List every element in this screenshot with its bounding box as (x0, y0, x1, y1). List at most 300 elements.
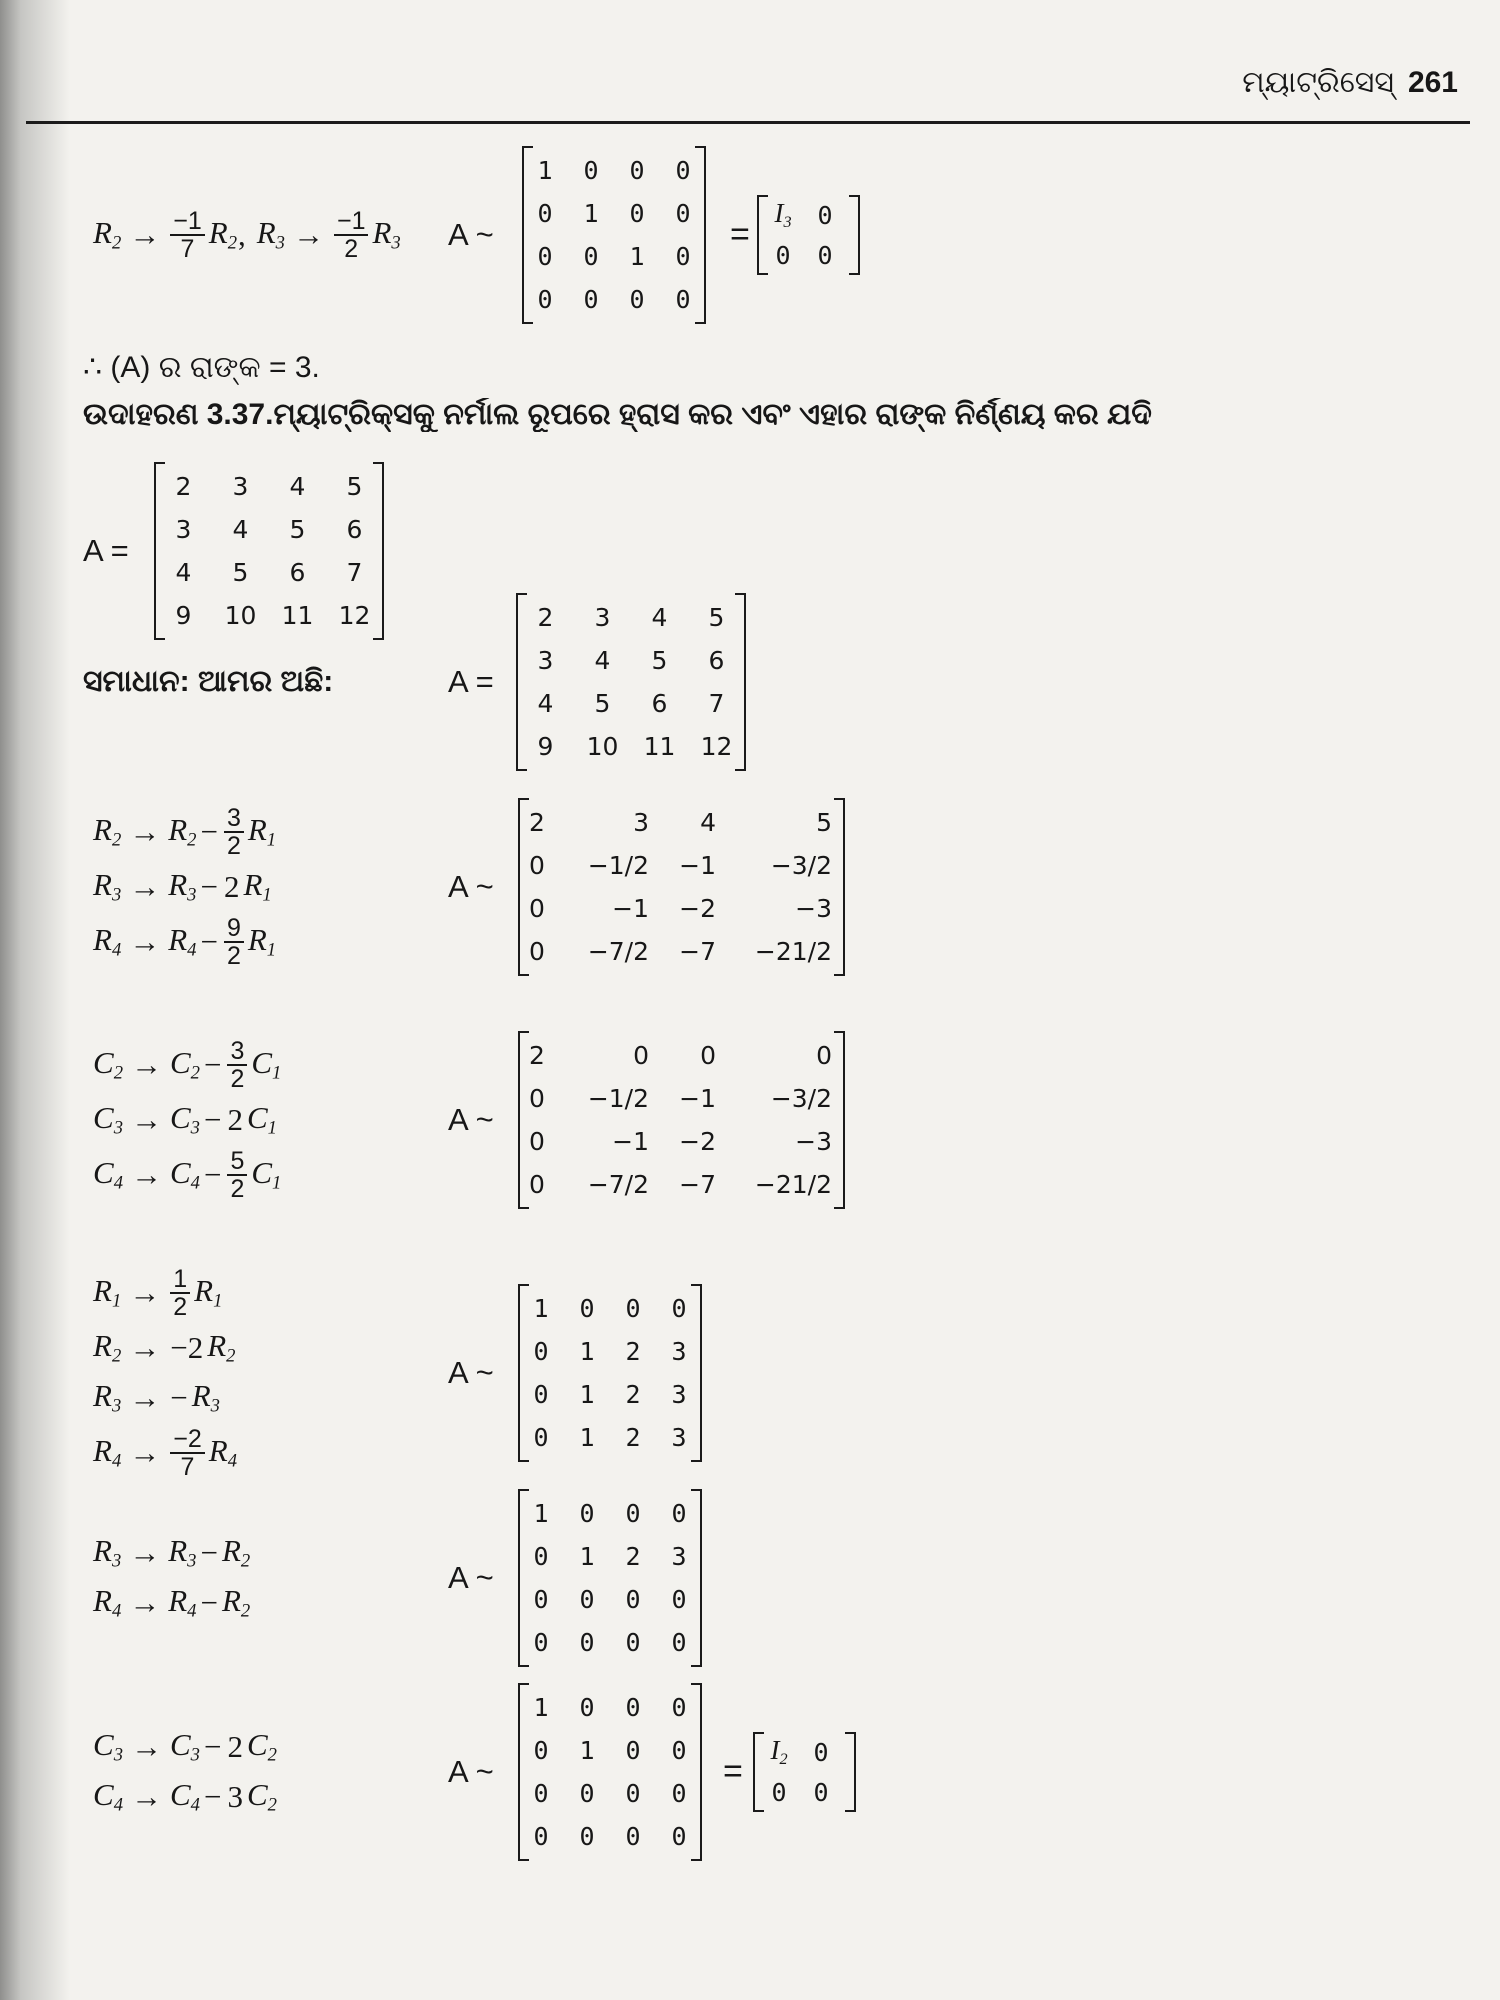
variable-subscript: 4 (111, 1600, 122, 1622)
matrix-cell: 0 (533, 1779, 549, 1808)
math-symbol: → (129, 1535, 161, 1570)
variable-name: R (93, 867, 112, 903)
math-variable (93, 1045, 123, 1085)
variable-subscript: 4 (187, 939, 197, 961)
variable-name: R (93, 1328, 112, 1364)
math-symbol: 3 (227, 1779, 243, 1814)
matrix-cell: 0 (537, 242, 553, 271)
math-variable (170, 1100, 200, 1140)
matrix-cell: 1 (533, 1693, 549, 1722)
matrix-cell: 0 (537, 285, 553, 314)
matrix-cell: 0 (629, 156, 645, 185)
fraction-numerator: 9 (224, 915, 244, 943)
fraction-denominator: 2 (230, 1175, 245, 1203)
variable-subscript: 2 (190, 1062, 200, 1084)
equivalence-label: A ~ (448, 869, 494, 904)
matrix-cell: 12 (338, 601, 371, 630)
column-operations (92, 1038, 282, 1202)
math-variable (248, 812, 276, 852)
matrix-cell: 0 (816, 1041, 832, 1070)
variable-subscript: 3 (210, 1395, 220, 1417)
math-variable (207, 1328, 235, 1368)
variable-name: C (251, 1155, 273, 1191)
fraction-numerator: 3 (224, 805, 244, 833)
fraction-denominator: 7 (180, 235, 195, 263)
matrix-cell: 0 (529, 1170, 545, 1199)
math-symbol: → (129, 217, 161, 252)
math-variable (93, 1727, 123, 1767)
matrix-cell: 0 (813, 1777, 829, 1807)
variable-name: C (169, 1777, 191, 1813)
solution-label: ସମାଧାନ: ଆମର ଅଛି: (83, 665, 334, 698)
math-symbol: − (203, 1157, 222, 1192)
variable-name: R (221, 1583, 241, 1619)
row-operations (92, 805, 277, 969)
matrix-cell (773, 198, 792, 232)
math-symbol: → (130, 1779, 162, 1814)
matrix-cell: −21/2 (754, 1170, 832, 1199)
matrix-cell: 6 (708, 646, 725, 675)
variable-subscript: 3 (275, 232, 285, 254)
matrix-cell: 5 (816, 808, 832, 837)
matrix-cell: 0 (671, 1693, 687, 1722)
variable-name: R (256, 215, 276, 251)
matrix-cell: 0 (775, 240, 791, 270)
matrix-cell: 7 (346, 558, 363, 587)
normal-form-matrix (753, 1732, 856, 1812)
variable-subscript: 2 (779, 1749, 788, 1768)
matrix-cell: 0 (625, 1693, 641, 1722)
matrix-cell: 0 (671, 1822, 687, 1851)
matrix-cell: 1 (533, 1294, 549, 1323)
math-symbol: → (129, 1435, 161, 1470)
matrix-cell: 0 (529, 851, 545, 880)
math-variable (222, 1533, 250, 1573)
matrix-cell: 0 (813, 1737, 829, 1767)
math-symbol: − (200, 924, 218, 959)
math-variable (247, 1100, 277, 1140)
matrix-cell: 7 (708, 689, 725, 718)
matrix-cell: 9 (175, 601, 192, 630)
variable-subscript: 1 (266, 829, 277, 851)
operation-line (92, 1266, 238, 1320)
matrix-cell: −1/2 (587, 851, 649, 880)
matrix-definition-label: A = (83, 533, 129, 568)
matrix-cell: 11 (643, 732, 676, 761)
matrix-cell: 1 (579, 1380, 595, 1409)
matrix-cell: 5 (289, 515, 306, 544)
column-operations (92, 1725, 278, 1819)
matrix-cell: 0 (533, 1542, 549, 1571)
fraction (227, 1038, 247, 1092)
variable-subscript: 2 (240, 1550, 251, 1572)
matrix-cell: 10 (224, 601, 257, 630)
matrix-cell: 0 (533, 1585, 549, 1614)
variable-name: R (93, 1378, 112, 1414)
math-variable (93, 1328, 121, 1368)
math-symbol: → (129, 1585, 161, 1620)
variable-subscript: 2 (240, 1600, 251, 1622)
operation-line (92, 1531, 251, 1575)
page-number: 261 (1407, 66, 1458, 99)
variable-name: C (93, 1727, 114, 1763)
matrix-cell: 6 (651, 689, 668, 718)
matrix-cell: −7 (679, 1170, 716, 1199)
matrix (518, 798, 845, 976)
matrix-cell: −3 (795, 1127, 832, 1156)
math-variable (93, 1155, 123, 1195)
matrix-cell: −1/2 (587, 1084, 649, 1113)
math-variable (93, 1533, 121, 1573)
operation-line (92, 805, 277, 859)
fraction-numerator: 5 (227, 1148, 247, 1176)
matrix-cell: 1 (579, 1423, 595, 1452)
variable-subscript: 2 (267, 1794, 277, 1816)
math-symbol: → (130, 1729, 162, 1764)
matrix-cell: 6 (289, 558, 306, 587)
math-variable (93, 1433, 121, 1473)
example-heading: ଉଦାହରଣ 3.37.ମ୍ୟାଟ୍ରିକ୍ସକୁ ନର୍ମାଲ ରୂପରେ ହ୍ରାସ କର ଏବଂ ଏହାର ରାଙ୍କ ନିର୍ଣ୍ଣୟ କର ଯଦି (83, 398, 1152, 431)
fraction-denominator: 2 (226, 832, 241, 860)
math-variable (251, 1045, 281, 1085)
math-variable (168, 922, 196, 962)
variable-subscript: 2 (226, 1345, 236, 1367)
matrix-cell: 0 (633, 1041, 649, 1070)
matrix-cell: 0 (579, 1693, 595, 1722)
matrix-cell: 4 (700, 808, 716, 837)
math-symbol: → (129, 924, 161, 959)
math-variable (93, 867, 121, 907)
math-symbol: → (129, 1380, 161, 1415)
math-variable (192, 1378, 220, 1418)
matrix-cell: 2 (625, 1423, 641, 1452)
matrix-cell: 0 (675, 199, 691, 228)
math-variable (168, 812, 196, 852)
math-symbol: 2 (223, 869, 240, 904)
variable-subscript: 1 (213, 1290, 223, 1312)
matrix-cell: 1 (579, 1542, 595, 1571)
fraction (224, 915, 244, 969)
matrix-definition-label: A = (448, 664, 494, 699)
matrix-cell: 6 (346, 515, 363, 544)
math-variable (222, 1583, 250, 1623)
matrix-cell: 0 (771, 1777, 787, 1807)
matrix-cell: 0 (817, 200, 833, 230)
matrix-cell: 1 (579, 1736, 595, 1765)
matrix-cell: 3 (633, 808, 649, 837)
matrix-cell: 12 (700, 732, 733, 761)
matrix-cell: 10 (586, 732, 619, 761)
variable-name: C (169, 1045, 191, 1081)
variable-subscript: 3 (783, 212, 792, 231)
variable-name: R (93, 215, 112, 251)
variable-name: R (247, 812, 267, 848)
matrix-cell: 2 (625, 1380, 641, 1409)
matrix-cell: 0 (579, 1628, 595, 1657)
math-variable (194, 1273, 222, 1313)
variable-name: R (168, 922, 188, 958)
matrix-cell: 5 (232, 558, 249, 587)
matrix-cell: 2 (175, 472, 192, 501)
chapter-title: ମ୍ୟାଟ୍ରିସେସ୍ (1242, 66, 1394, 99)
math-symbol: − (203, 1102, 222, 1137)
matrix-cell: −1 (612, 1127, 649, 1156)
math-variable (168, 1533, 196, 1573)
matrix-cell: 0 (529, 1084, 545, 1113)
row-operation-step-4 (0, 1491, 1500, 1665)
matrix-cell: −2 (679, 894, 716, 923)
variable-subscript: 3 (113, 1117, 123, 1139)
equivalence-label: A ~ (448, 1355, 494, 1390)
operation-line (92, 1038, 282, 1092)
math-variable (251, 1155, 281, 1195)
variable-name: R (93, 1273, 112, 1309)
matrix-cell: −3/2 (770, 1084, 832, 1113)
matrix (518, 1031, 845, 1209)
variable-name: C (246, 1727, 268, 1763)
matrix-cell: 2 (537, 603, 554, 632)
matrix-cell: 0 (529, 894, 545, 923)
equivalence-label: A ~ (448, 1754, 494, 1789)
row-operations (92, 1531, 251, 1625)
variable-subscript: 3 (111, 1395, 122, 1417)
variable-subscript: 1 (262, 884, 272, 906)
matrix-cell: 5 (708, 603, 725, 632)
variable-subscript: 2 (227, 232, 237, 254)
fraction-denominator: 2 (344, 235, 359, 263)
matrix-cell: 3 (671, 1380, 687, 1409)
column-operation-step-2 (0, 1034, 1500, 1206)
fraction-denominator: 2 (230, 1065, 245, 1093)
variable-subscript: 3 (187, 884, 197, 906)
matrix-cell: 3 (671, 1337, 687, 1366)
operation-line (92, 1148, 282, 1202)
math-symbol: − (203, 1729, 222, 1764)
matrix-cell: 1 (579, 1337, 595, 1366)
variable-subscript: 4 (111, 1450, 122, 1472)
matrix-cell: 0 (579, 1294, 595, 1323)
variable-name: C (169, 1100, 191, 1136)
math-symbol: 2 (227, 1102, 243, 1137)
math-symbol: −2 (170, 1330, 204, 1365)
matrix-cell: −1 (679, 851, 716, 880)
math-variable (774, 198, 792, 231)
variable-name: I (770, 1735, 780, 1766)
matrix-cell: −1 (679, 1084, 716, 1113)
variable-subscript: 4 (190, 1172, 200, 1194)
operation-line (92, 915, 277, 969)
operation-line (92, 1581, 251, 1625)
variable-subscript: 1 (111, 1290, 122, 1312)
operation-line (92, 865, 277, 909)
matrix-cell: 0 (671, 1294, 687, 1323)
variable-name: R (221, 1533, 241, 1569)
matrix-cell: 0 (629, 199, 645, 228)
fraction-denominator: 7 (180, 1453, 195, 1481)
variable-name: C (93, 1100, 114, 1136)
matrix-cell: 3 (671, 1542, 687, 1571)
variable-name: R (372, 215, 392, 251)
matrix (518, 1489, 702, 1667)
variable-subscript: 1 (272, 1062, 282, 1084)
matrix-cell: −7 (679, 937, 716, 966)
operation-line (92, 1775, 278, 1819)
matrix-cell: −2 (679, 1127, 716, 1156)
matrix-cell: 0 (625, 1585, 641, 1614)
matrix-cell: 4 (594, 646, 611, 675)
variable-subscript: 4 (227, 1450, 237, 1472)
matrix-cell: 0 (579, 1822, 595, 1851)
matrix-cell: 0 (625, 1822, 641, 1851)
math-variable (770, 1735, 788, 1768)
matrix-cell: −1 (612, 894, 649, 923)
variable-name: R (168, 1583, 188, 1619)
variable-name: R (168, 1533, 188, 1569)
normal-form-matrix (757, 195, 860, 275)
matrix-cell: 4 (537, 689, 554, 718)
math-variable (243, 867, 271, 907)
variable-subscript: 2 (113, 1062, 123, 1084)
equals-sign: = (723, 1752, 743, 1791)
math-variable (257, 215, 285, 255)
variable-name: R (243, 867, 263, 903)
rank-conclusion: ∴ (A) ର ରାଙ୍କ = 3. (83, 351, 320, 384)
fraction-denominator: 2 (226, 942, 241, 970)
variable-subscript: 3 (111, 1550, 122, 1572)
variable-name: R (93, 1583, 112, 1619)
matrix-cell: 4 (232, 515, 249, 544)
matrix-cell: 0 (579, 1499, 595, 1528)
math-variable (93, 1777, 123, 1817)
matrix-cell: 0 (700, 1041, 716, 1070)
variable-name: R (207, 1328, 227, 1364)
matrix-cell: 0 (675, 242, 691, 271)
math-symbol: − (203, 1779, 222, 1814)
row-operations (92, 208, 402, 262)
math-variable (170, 1727, 200, 1767)
matrix-cell: −7/2 (587, 1170, 649, 1199)
matrix-cell: 0 (583, 156, 599, 185)
variable-subscript: 4 (187, 1600, 197, 1622)
math-symbol: − (200, 1585, 218, 1620)
math-symbol: → (129, 1275, 161, 1310)
matrix (518, 1284, 702, 1462)
matrix-cell: 5 (594, 689, 611, 718)
matrix-cell: 0 (529, 937, 545, 966)
variable-name: R (168, 812, 188, 848)
fraction (224, 805, 244, 859)
variable-name: R (93, 1433, 112, 1469)
variable-subscript: 3 (187, 1550, 197, 1572)
variable-name: C (169, 1155, 191, 1191)
matrix-cell: 3 (232, 472, 249, 501)
matrix-cell: 0 (533, 1822, 549, 1851)
operation-line (92, 1426, 238, 1480)
matrix-cell: 0 (533, 1628, 549, 1657)
matrix-cell: 0 (671, 1585, 687, 1614)
variable-name: R (208, 1433, 228, 1469)
variable-name: R (247, 922, 267, 958)
variable-name: C (246, 1777, 268, 1813)
math-symbol: − (200, 1535, 218, 1570)
matrix-cell (769, 1735, 788, 1769)
math-symbol: , (237, 217, 246, 252)
matrix-cell: 0 (625, 1499, 641, 1528)
running-header (1242, 66, 1458, 100)
math-symbol: − (200, 814, 218, 849)
matrix-cell: 0 (533, 1736, 549, 1765)
variable-name: C (251, 1045, 273, 1081)
matrix-cell: 2 (625, 1337, 641, 1366)
variable-subscript: 4 (113, 1794, 123, 1816)
variable-subscript: 2 (111, 829, 122, 851)
math-symbol: → (292, 217, 324, 252)
variable-subscript: 1 (267, 1117, 277, 1139)
variable-name: I (774, 198, 784, 229)
matrix-cell: 1 (537, 156, 553, 185)
matrix-cell: 0 (579, 1585, 595, 1614)
matrix-cell: 0 (625, 1736, 641, 1765)
variable-subscript: 1 (272, 1172, 282, 1194)
matrix-cell: 0 (533, 1380, 549, 1409)
math-variable (93, 812, 121, 852)
matrix-cell: 0 (625, 1779, 641, 1808)
fraction (227, 1148, 247, 1202)
variable-subscript: 4 (190, 1794, 200, 1816)
variable-name: R (194, 1273, 214, 1309)
variable-subscript: 1 (266, 939, 277, 961)
matrix-cell: 0 (671, 1499, 687, 1528)
matrix-cell: −3 (795, 894, 832, 923)
matrix-cell: 3 (175, 515, 192, 544)
matrix (522, 146, 706, 324)
math-variable (93, 1583, 121, 1623)
matrix-cell: 1 (629, 242, 645, 271)
row-operations (92, 1266, 238, 1480)
fraction-numerator: −1 (170, 208, 205, 236)
math-symbol: → (129, 814, 161, 849)
matrix-cell: 5 (346, 472, 363, 501)
header-rule (26, 121, 1470, 124)
variable-name: R (93, 812, 112, 848)
variable-subscript: 2 (267, 1744, 277, 1766)
math-variable (93, 1100, 123, 1140)
matrix-cell: 2 (529, 1041, 545, 1070)
fraction (170, 1426, 205, 1480)
matrix-cell: 0 (579, 1779, 595, 1808)
matrix-cell: 0 (817, 240, 833, 270)
matrix-cell: 9 (537, 732, 554, 761)
matrix-cell: 0 (671, 1628, 687, 1657)
matrix-cell: 0 (671, 1779, 687, 1808)
row-operation-step-1 (0, 800, 1500, 974)
variable-subscript: 2 (187, 829, 197, 851)
matrix (516, 593, 746, 771)
math-variable (170, 1155, 200, 1195)
matrix-cell: 2 (529, 808, 545, 837)
matrix-cell: 0 (675, 156, 691, 185)
variable-subscript: 3 (391, 232, 401, 254)
variable-name: R (93, 1533, 112, 1569)
variable-subscript: 2 (111, 232, 122, 254)
variable-name: C (93, 1777, 114, 1813)
math-symbol: 2 (227, 1729, 243, 1764)
math-variable (168, 867, 196, 907)
fraction-numerator: 3 (227, 1038, 247, 1066)
math-variable (93, 922, 121, 962)
math-variable (168, 1583, 196, 1623)
variable-name: C (169, 1727, 191, 1763)
